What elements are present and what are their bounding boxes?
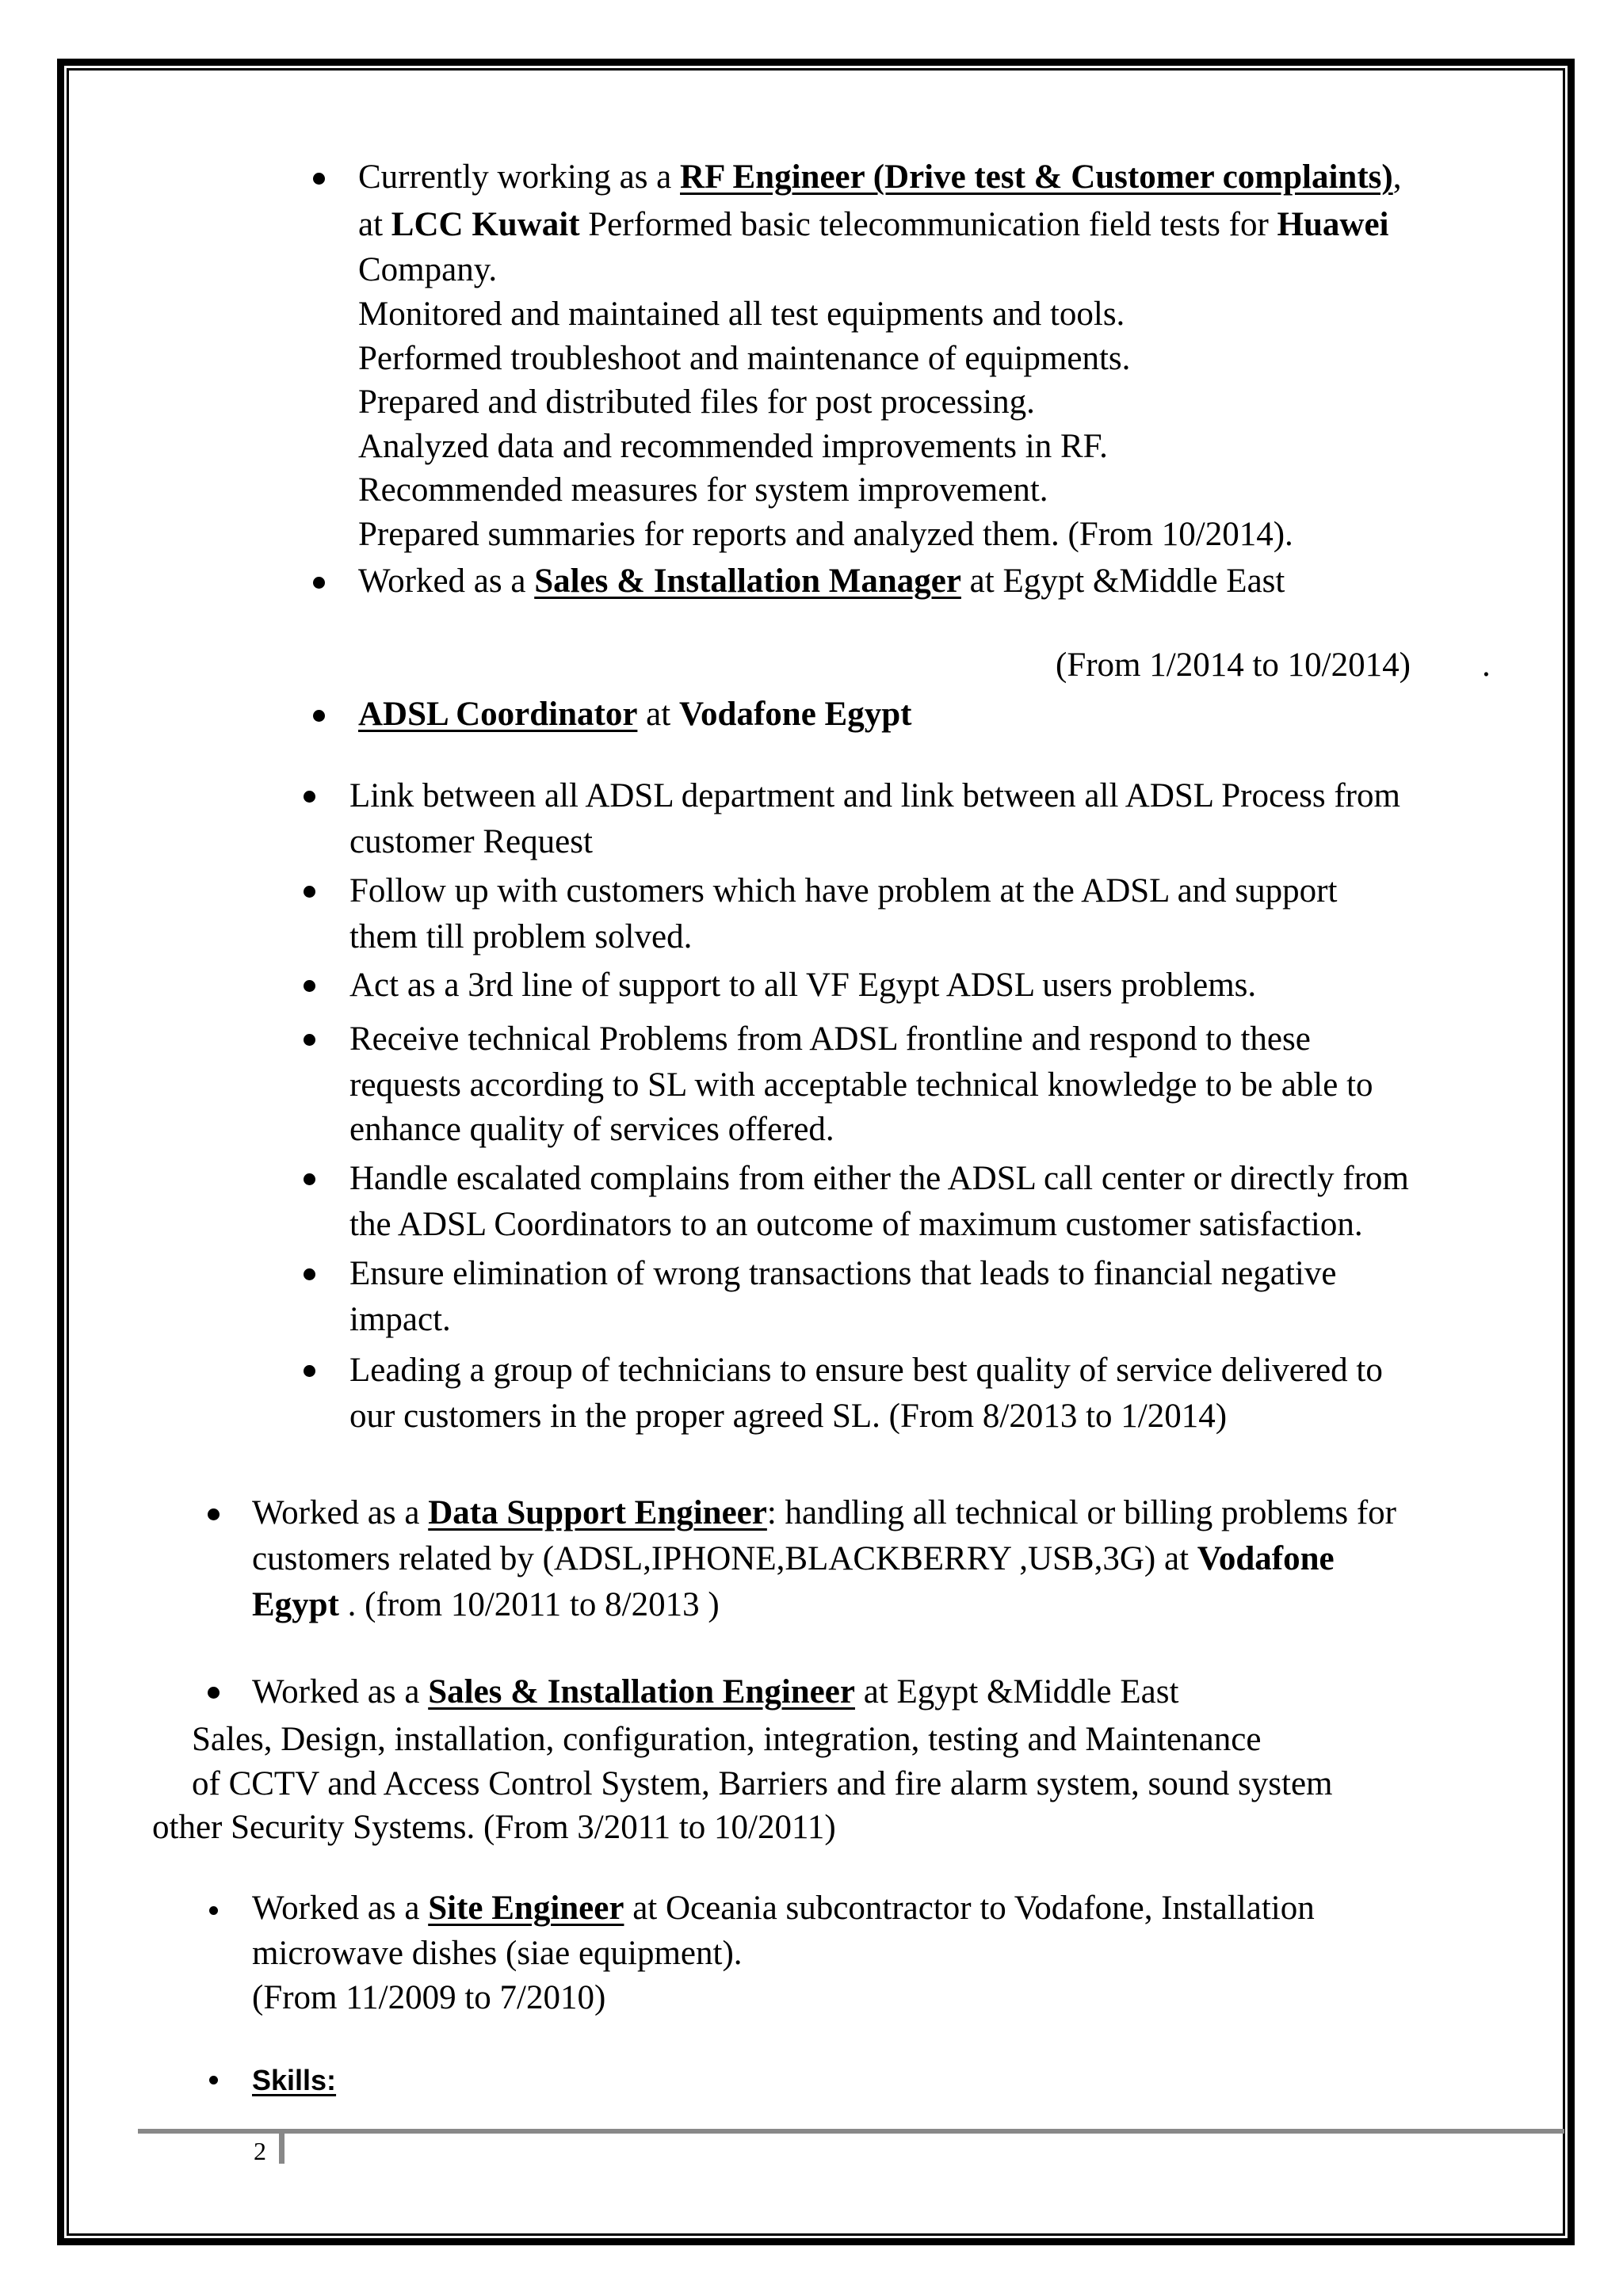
job3-heading-line xyxy=(358,692,911,737)
bullet-icon xyxy=(304,1173,315,1185)
bullet-icon xyxy=(208,1687,220,1699)
job3-title: ADSL Coordinator xyxy=(358,696,638,733)
bullet-icon xyxy=(313,710,325,722)
bullet-icon xyxy=(209,2076,218,2084)
job3-duty-line: impact. xyxy=(349,1301,451,1338)
job2-intro: Worked as a xyxy=(358,563,535,600)
job1-desc: Performed basic telecommunication field tests for xyxy=(579,206,1277,243)
job3-duty-line: Handle escalated complains from either the ADSL call center or directly from xyxy=(349,1160,1409,1197)
job1-line: Monitored and maintained all test equipments and tools. xyxy=(358,296,1125,333)
job5-line: of CCTV and Access Control System, Barriers and fire alarm system, sound system xyxy=(192,1765,1333,1802)
job1-line: Analyzed data and recommended improvements in RF. xyxy=(358,428,1108,465)
job3-duty-line: our customers in the proper agreed SL. (From 8/2013 to 1/2014) xyxy=(349,1398,1228,1435)
job1-company-line xyxy=(358,203,1389,247)
job4-line3 xyxy=(252,1583,720,1627)
bullet-icon xyxy=(304,886,315,898)
job2-title: Sales & Installation Manager xyxy=(534,563,961,600)
job2-heading-line xyxy=(358,559,1285,604)
job5-line: other Security Systems. (From 3/2011 to 10/2011) xyxy=(152,1809,836,1846)
bullet-icon xyxy=(304,980,315,992)
job6-intro: Worked as a xyxy=(252,1890,429,1927)
job4-rest: : handling all technical or billing problems for xyxy=(766,1494,1396,1531)
job1-line: Recommended measures for system improvement. xyxy=(358,471,1048,509)
job1-at: at xyxy=(358,206,391,243)
job4-line2-text: customers related by (ADSL,IPHONE,BLACKBERRY ,USB,3G) at xyxy=(252,1540,1197,1577)
bullet-icon xyxy=(304,791,315,803)
job3-duty-line: Link between all ADSL department and link between all ADSL Process from xyxy=(349,777,1400,814)
job3-duty-line: enhance quality of services offered. xyxy=(349,1111,834,1148)
job6-heading-line xyxy=(252,1886,1315,1931)
job3-duty-line: Ensure elimination of wrong transactions that leads to financial negative xyxy=(349,1255,1337,1292)
job2-dot: . xyxy=(1482,646,1491,684)
job4-title: Data Support Engineer xyxy=(428,1494,767,1531)
bullet-icon xyxy=(304,1034,315,1046)
job1-title: RF Engineer (Drive test & Customer complaints) xyxy=(680,158,1393,196)
job3-duty-line: Receive technical Problems from ADSL frontline and respond to these xyxy=(349,1020,1311,1058)
job1-comma: , xyxy=(1392,158,1402,196)
job1-heading-line xyxy=(358,155,1401,200)
job3-duty-line: requests according to SL with acceptable technical knowledge to be able to xyxy=(349,1066,1373,1104)
job6-line3: (From 11/2009 to 7/2010) xyxy=(252,1979,606,2016)
job3-duty-line: Act as a 3rd line of support to all VF Egypt ADSL users problems. xyxy=(349,967,1257,1004)
job3-duty-line: Follow up with customers which have problem at the ADSL and support xyxy=(349,872,1338,910)
job4-line2 xyxy=(252,1537,1335,1581)
job5-rest: at Egypt &Middle East xyxy=(854,1673,1179,1711)
job1-client: Huawei xyxy=(1277,206,1389,243)
job5-title: Sales & Installation Engineer xyxy=(428,1673,855,1711)
job6-rest: at Oceania subcontractor to Vodafone, Installation xyxy=(624,1890,1315,1927)
job1-line: Prepared summaries for reports and analyzed them. (From 10/2014). xyxy=(358,516,1293,553)
job5-line: Sales, Design, installation, configuration, integration, testing and Maintenance xyxy=(192,1721,1262,1758)
job6-line2: microwave dishes (siae equipment). xyxy=(252,1935,743,1972)
job2-dates: (From 1/2014 to 10/2014) xyxy=(1056,646,1411,684)
bullet-icon xyxy=(304,1365,315,1377)
job3-duty-line: the ADSL Coordinators to an outcome of maximum customer satisfaction. xyxy=(349,1206,1363,1243)
job3-at: at xyxy=(637,696,679,733)
job1-company: LCC Kuwait xyxy=(391,206,580,243)
job3-duty-line: customer Request xyxy=(349,823,593,860)
job1-line: Performed troubleshoot and maintenance of equipments. xyxy=(358,340,1131,377)
footer-rule xyxy=(138,2129,1564,2134)
bullet-icon xyxy=(313,173,325,185)
job1-line: Prepared and distributed files for post processing. xyxy=(358,383,1035,421)
job4-dates: . (from 10/2011 to 8/2013 ) xyxy=(338,1586,720,1623)
job3-duty-line: them till problem solved. xyxy=(349,918,693,955)
job3-company: Vodafone Egypt xyxy=(678,696,912,733)
job4-intro: Worked as a xyxy=(252,1494,429,1531)
bullet-icon xyxy=(313,577,325,589)
page-number: 2 xyxy=(254,2137,266,2165)
job5-heading-line xyxy=(252,1670,1178,1714)
job4-company-cont: Egypt xyxy=(252,1586,339,1623)
bullet-icon xyxy=(304,1268,315,1280)
job4-company: Vodafone xyxy=(1197,1540,1335,1577)
bullet-icon xyxy=(209,1906,218,1915)
skills-heading: Skills: xyxy=(252,2064,337,2096)
job6-title: Site Engineer xyxy=(428,1890,624,1927)
job3-duty-line: Leading a group of technicians to ensure best quality of service delivered to xyxy=(349,1352,1383,1389)
job4-heading-line xyxy=(252,1491,1396,1535)
job1-intro: Currently working as a xyxy=(358,158,681,196)
job2-rest: at Egypt &Middle East xyxy=(960,563,1285,600)
job5-intro: Worked as a xyxy=(252,1673,429,1711)
bullet-icon xyxy=(208,1508,220,1520)
job1-company-word: Company. xyxy=(358,251,498,288)
footer-divider xyxy=(279,2134,285,2164)
